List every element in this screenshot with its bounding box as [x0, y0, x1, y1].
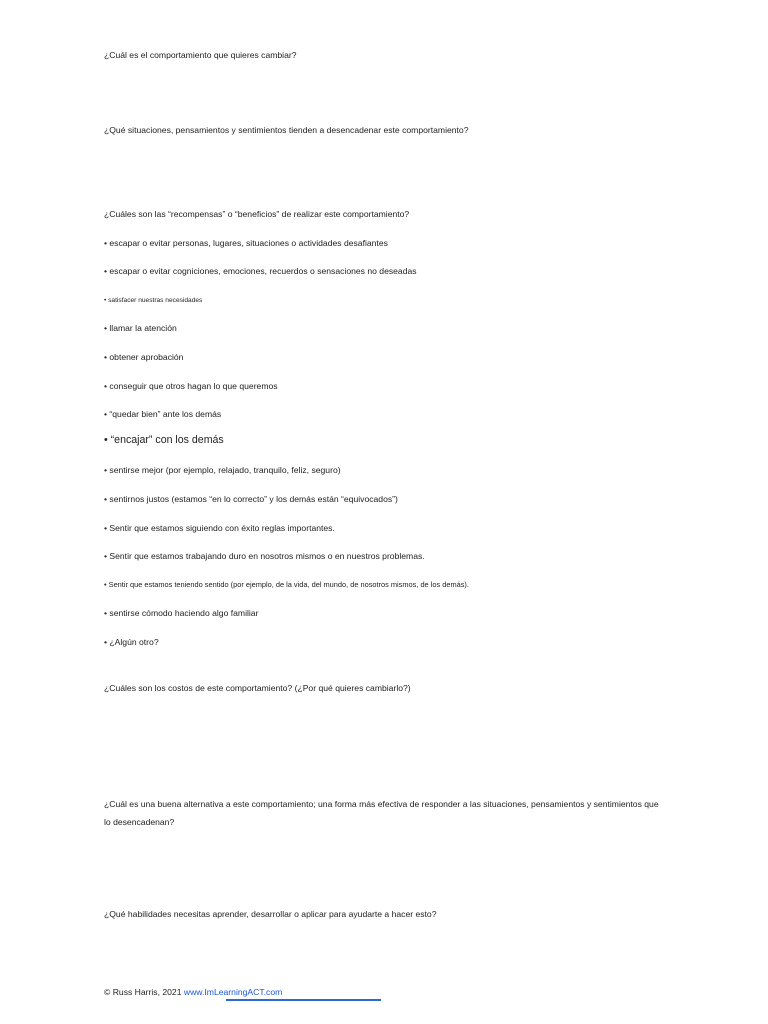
- reward-item: • ¿Algún otro?: [104, 637, 159, 647]
- reward-item: • escapar o evitar cogniciones, emociones, recuerdos o sensaciones no deseadas: [104, 266, 417, 276]
- question-skills: ¿Qué habilidades necesitas aprender, desarrollar o aplicar para ayudarte a hacer esto?: [104, 909, 437, 919]
- reward-item: • sentirse mejor (por ejemplo, relajado, tranquilo, feliz, seguro): [104, 465, 341, 475]
- reward-item: • escapar o evitar personas, lugares, situaciones o actividades desafiantes: [104, 238, 388, 248]
- website-link[interactable]: www.ImLearningACT.com: [183, 987, 283, 997]
- reward-item: • Sentir que estamos teniendo sentido (por ejemplo, de la vida, del mundo, de nosotros mismos, de los demás).: [104, 580, 469, 589]
- reward-item: • “quedar bien” ante los demás: [104, 409, 222, 419]
- reward-item: • obtener aprobación: [104, 352, 184, 362]
- reward-item: • sentirnos justos (estamos “en lo correcto” y los demás están “equivocados”): [104, 494, 398, 504]
- question-triggers: ¿Qué situaciones, pensamientos y sentimientos tienden a desencadenar este comportamiento?: [104, 125, 469, 135]
- reward-item: • sentirse cómodo haciendo algo familiar: [104, 608, 259, 618]
- reward-item: • llamar la atención: [104, 323, 177, 333]
- reward-item: • Sentir que estamos trabajando duro en nosotros mismos o en nuestros problemas.: [104, 551, 425, 561]
- reward-item: • “encajar” con los demás: [104, 434, 224, 446]
- question-alternative: ¿Cuál es una buena alternativa a este comportamiento; una forma más efectiva de responder a las situaciones, pensamientos y sentimientos que lo desencadenan?: [104, 799, 659, 827]
- question-costs: ¿Cuáles son los costos de este comportamiento? (¿Por qué quieres cambiarlo?): [104, 683, 411, 693]
- question-rewards: ¿Cuáles son las “recompensas” o “beneficios” de realizar este comportamiento?: [104, 209, 410, 219]
- reward-item: • satisfacer nuestras necesidades: [104, 297, 203, 304]
- reward-item: • Sentir que estamos siguiendo con éxito reglas importantes.: [104, 523, 335, 533]
- reward-item: • conseguir que otros hagan lo que queremos: [104, 381, 278, 391]
- question-behavior-to-change: ¿Cuál es el comportamiento que quieres cambiar?: [104, 50, 297, 60]
- footer: [104, 987, 282, 997]
- copyright-text: © Russ Harris, 2021: [104, 987, 182, 997]
- footer-underline: [226, 999, 381, 1001]
